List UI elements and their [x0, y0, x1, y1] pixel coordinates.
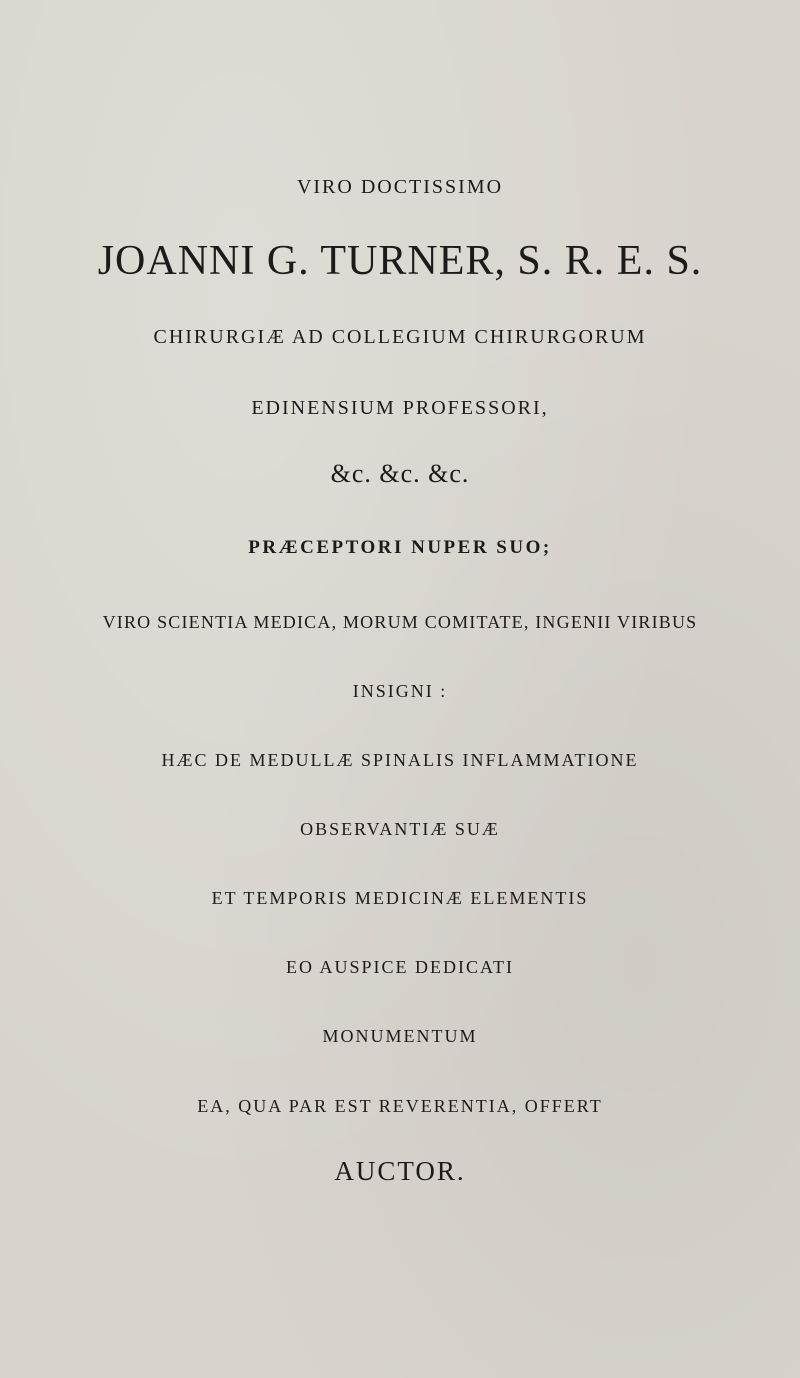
dedication-line-observantiae: OBSERVANTIÆ SUÆ: [300, 819, 500, 839]
dedication-line-viro-scientia: VIRO SCIENTIA MEDICA, MORUM COMITATE, INGENII VIRIBUS: [102, 612, 698, 632]
dedication-line-haec: HÆC DE MEDULLÆ SPINALIS INFLAMMATIONE: [161, 750, 639, 770]
dedication-line-monumentum: MONUMENTUM: [322, 1026, 478, 1046]
dedication-line-auctor: AUCTOR.: [334, 1156, 466, 1186]
dedication-name-heading: JOANNI G. TURNER, S. R. E. S.: [97, 238, 703, 284]
dedication-line-etc: &c. &c. &c.: [330, 459, 470, 488]
dedication-line-edinensium: EDINENSIUM PROFESSORI,: [251, 397, 549, 419]
dedication-line-chirurgiae: CHIRURGIÆ AD COLLEGIUM CHIRURGORUM: [153, 326, 647, 348]
dedication-line-praeceptori: PRÆCEPTORI NUPER SUO;: [248, 537, 552, 558]
dedication-line-temporis: ET TEMPORIS MEDICINÆ ELEMENTIS: [211, 888, 589, 908]
dedication-line-viro-doctissimo: VIRO DOCTISSIMO: [296, 176, 504, 198]
dedication-line-offert: EA, QUA PAR EST REVERENTIA, OFFERT: [197, 1096, 603, 1116]
dedication-line-auspice: EO AUSPICE DEDICATI: [285, 957, 514, 977]
dedication-line-insigni: INSIGNI :: [352, 681, 448, 701]
